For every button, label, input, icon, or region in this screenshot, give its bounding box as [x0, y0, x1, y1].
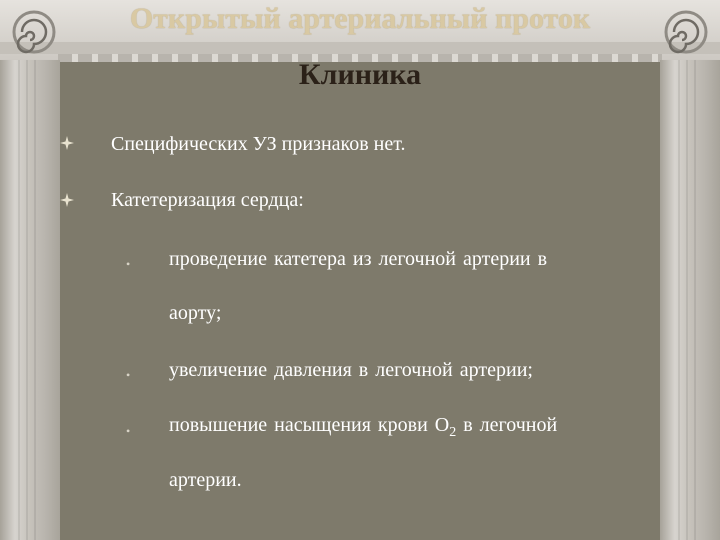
- four-point-star-icon: [60, 193, 74, 207]
- sub-bullet-item-2: увеличение давления в легочной артерии;: [169, 359, 533, 381]
- bullet-item-1: Специфических УЗ признаков нет.: [111, 133, 406, 155]
- sub-bullet-item-3-text-end: в легочной: [456, 414, 558, 436]
- slide-subtitle: Клиника: [298, 58, 422, 91]
- sub-bullet-dot: •: [126, 257, 131, 271]
- sub-bullet-item-3-line2: артерии.: [169, 469, 242, 491]
- sub-bullet-item-3-line1: [169, 414, 557, 441]
- column-right: [660, 60, 720, 540]
- column-left: [0, 60, 60, 540]
- sub-bullet-dot: •: [126, 424, 131, 438]
- subscript-2: 2: [449, 425, 457, 440]
- sub-bullet-item-1-line1: проведение катетера из легочной артерии в: [169, 248, 548, 270]
- bullet-item-2: Катетеризация сердца:: [111, 189, 304, 211]
- architrave-band: [0, 42, 720, 54]
- four-point-star-icon: [60, 136, 74, 150]
- sub-bullet-item-3-text: повышение насыщения крови О: [169, 414, 450, 436]
- slide-title: Открытый артериальный проток: [129, 2, 591, 35]
- sub-bullet-dot: •: [126, 368, 131, 382]
- sub-bullet-item-1-line2: аорту;: [169, 302, 222, 324]
